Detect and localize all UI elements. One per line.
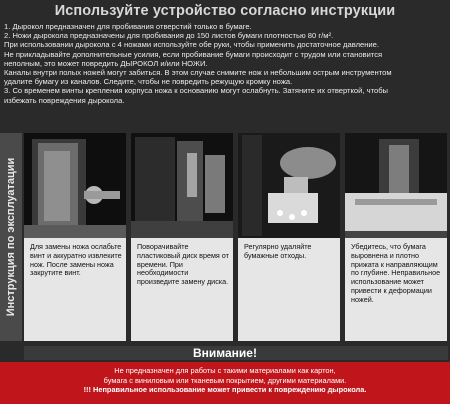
step-card-2: [131, 133, 233, 341]
rule-line: Каналы внутри полых ножей могут забиться. В этом случае снимите нож и небольшим острым инструментом: [4, 68, 392, 78]
step-caption-1: Для замены ножа ослабьте винт и аккуратно извлеките нож. После замены ножа закрутите винт.: [30, 242, 122, 278]
rule-line: При использовании дырокола с 4 ножами используйте обе руки, чтобы применить достаточное давление.: [4, 40, 379, 50]
page-title: Используйте устройство согласно инструкции: [54, 3, 396, 19]
rule-line: 3. Со временем винты крепления корпуса ножа к основанию могут ослабнуть. Затяните их отверткой, чтобы: [4, 86, 388, 96]
rule-line: избежать повреждения дырокола.: [4, 95, 125, 105]
step-photo-disc: [131, 133, 233, 238]
rule-line: Не прикладывайте дополнительные усилия, если пробивание бумаги происходит с трудом или становится: [4, 49, 383, 59]
step-card-3: [238, 133, 340, 341]
step-caption-2: Поворачивайте пластиковый диск время от времени. При необходимости произведите замену диска.: [137, 242, 229, 287]
step-photo-waste: [238, 133, 340, 238]
sidebar-label: Инструкция по эксплуатации: [5, 157, 17, 317]
rule-line: неполным, это может повредить ДЫРОКОЛ и/или НОЖИ.: [4, 58, 208, 68]
sidebar-banner: [0, 133, 22, 341]
step-card-4: [345, 133, 447, 341]
steps-panel: [24, 133, 448, 341]
warning-title: Внимание!: [193, 346, 257, 360]
rule-line: 2. Ножи дырокола предназначены для пробивания до 150 листов бумаги плотностью 80 г/м².: [4, 31, 334, 41]
step-photo-alignment: [345, 133, 447, 238]
step-card-1: [24, 133, 126, 341]
step-caption-4: Убедитесь, что бумага выровнена и плотно прижата к направляющим по глубине. Неправильное использование может привести к деформации ножей.: [351, 242, 441, 304]
rules-list: [4, 22, 446, 105]
rule-line: 1. Дырокол предназначен для пробивания отверстий только в бумаге.: [4, 22, 252, 31]
warning-line: Не предназначен для работы с такими материалами как картон,: [114, 366, 336, 375]
step-photo-screw: [24, 133, 126, 238]
warning-text: [0, 366, 450, 395]
warning-line: !!! Неправильное использование может привести к повреждению дырокола.: [83, 385, 367, 394]
warning-line: бумага с виниловым или тканевым покрытием, другими материалами.: [103, 375, 347, 385]
rule-line: удалите бумагу из каналов. Следите, чтобы не повредить режущую кромку ножа.: [4, 77, 293, 87]
step-caption-3: Регулярно удаляйте бумажные отходы.: [244, 242, 312, 260]
